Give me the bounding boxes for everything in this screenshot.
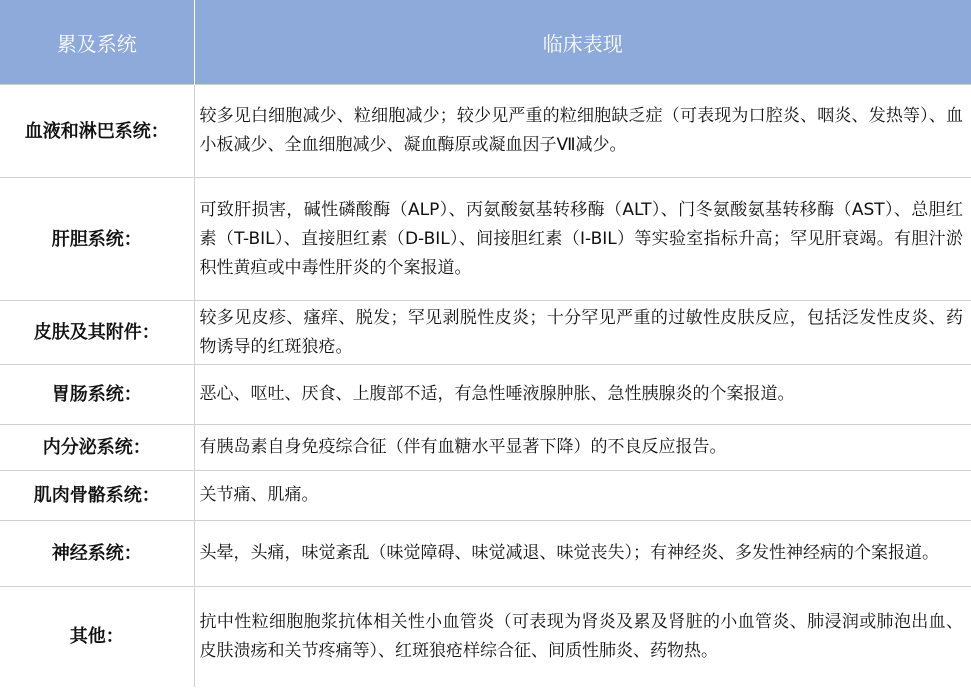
row-system-label: 神经系统： <box>0 521 194 587</box>
row-system-label: 血液和淋巴系统： <box>0 85 194 178</box>
row-description: 恶心、呕吐、厌食、上腹部不适，有急性唾液腺肿胀、急性胰腺炎的个案报道。 <box>194 365 971 425</box>
header-system: 累及系统 <box>0 0 194 85</box>
table-row <box>0 425 971 471</box>
row-description: 较多见白细胞减少、粒细胞减少；较少见严重的粒细胞缺乏症（可表现为口腔炎、咽炎、发热等）、血小板减少、全血细胞减少、凝血酶原或凝血因子Ⅶ减少。 <box>194 85 971 178</box>
row-description: 有胰岛素自身免疫综合征（伴有血糖水平显著下降）的不良反应报告。 <box>194 425 971 471</box>
header-manifestation: 临床表现 <box>194 0 971 85</box>
table-row <box>0 587 971 687</box>
row-description: 可致肝损害，碱性磷酸酶（ALP）、丙氨酸氨基转移酶（ALT）、门冬氨酸氨基转移酶（AST）、总胆红素（T-BIL）、直接胆红素（D-BIL）、间接胆红素（I-BIL）等实验室指标升高；罕见肝衰竭。有胆汁淤积性黄疸或中毒性肝炎的个案报道。 <box>194 178 971 301</box>
row-description: 抗中性粒细胞胞浆抗体相关性小血管炎（可表现为肾炎及累及肾脏的小血管炎、肺浸润或肺泡出血、皮肤溃疡和关节疼痛等）、红斑狼疮样综合征、间质性肺炎、药物热。 <box>194 587 971 687</box>
table-row <box>0 471 971 521</box>
table-row <box>0 301 971 365</box>
row-system-label: 肝胆系统： <box>0 178 194 301</box>
row-description: 头晕，头痛，味觉紊乱（味觉障碍、味觉减退、味觉丧失）；有神经炎、多发性神经病的个案报道。 <box>194 521 971 587</box>
table-row <box>0 521 971 587</box>
row-description: 关节痛、肌痛。 <box>194 471 971 521</box>
row-description: 较多见皮疹、瘙痒、脱发；罕见剥脱性皮炎；十分罕见严重的过敏性皮肤反应，包括泛发性皮炎、药物诱导的红斑狼疮。 <box>194 301 971 365</box>
table-row <box>0 365 971 425</box>
table-row <box>0 178 971 301</box>
row-system-label: 肌肉骨骼系统： <box>0 471 194 521</box>
table-row <box>0 85 971 178</box>
row-system-label: 其他： <box>0 587 194 687</box>
row-system-label: 胃肠系统： <box>0 365 194 425</box>
row-system-label: 皮肤及其附件： <box>0 301 194 365</box>
row-system-label: 内分泌系统： <box>0 425 194 471</box>
table-header-row <box>0 0 971 85</box>
